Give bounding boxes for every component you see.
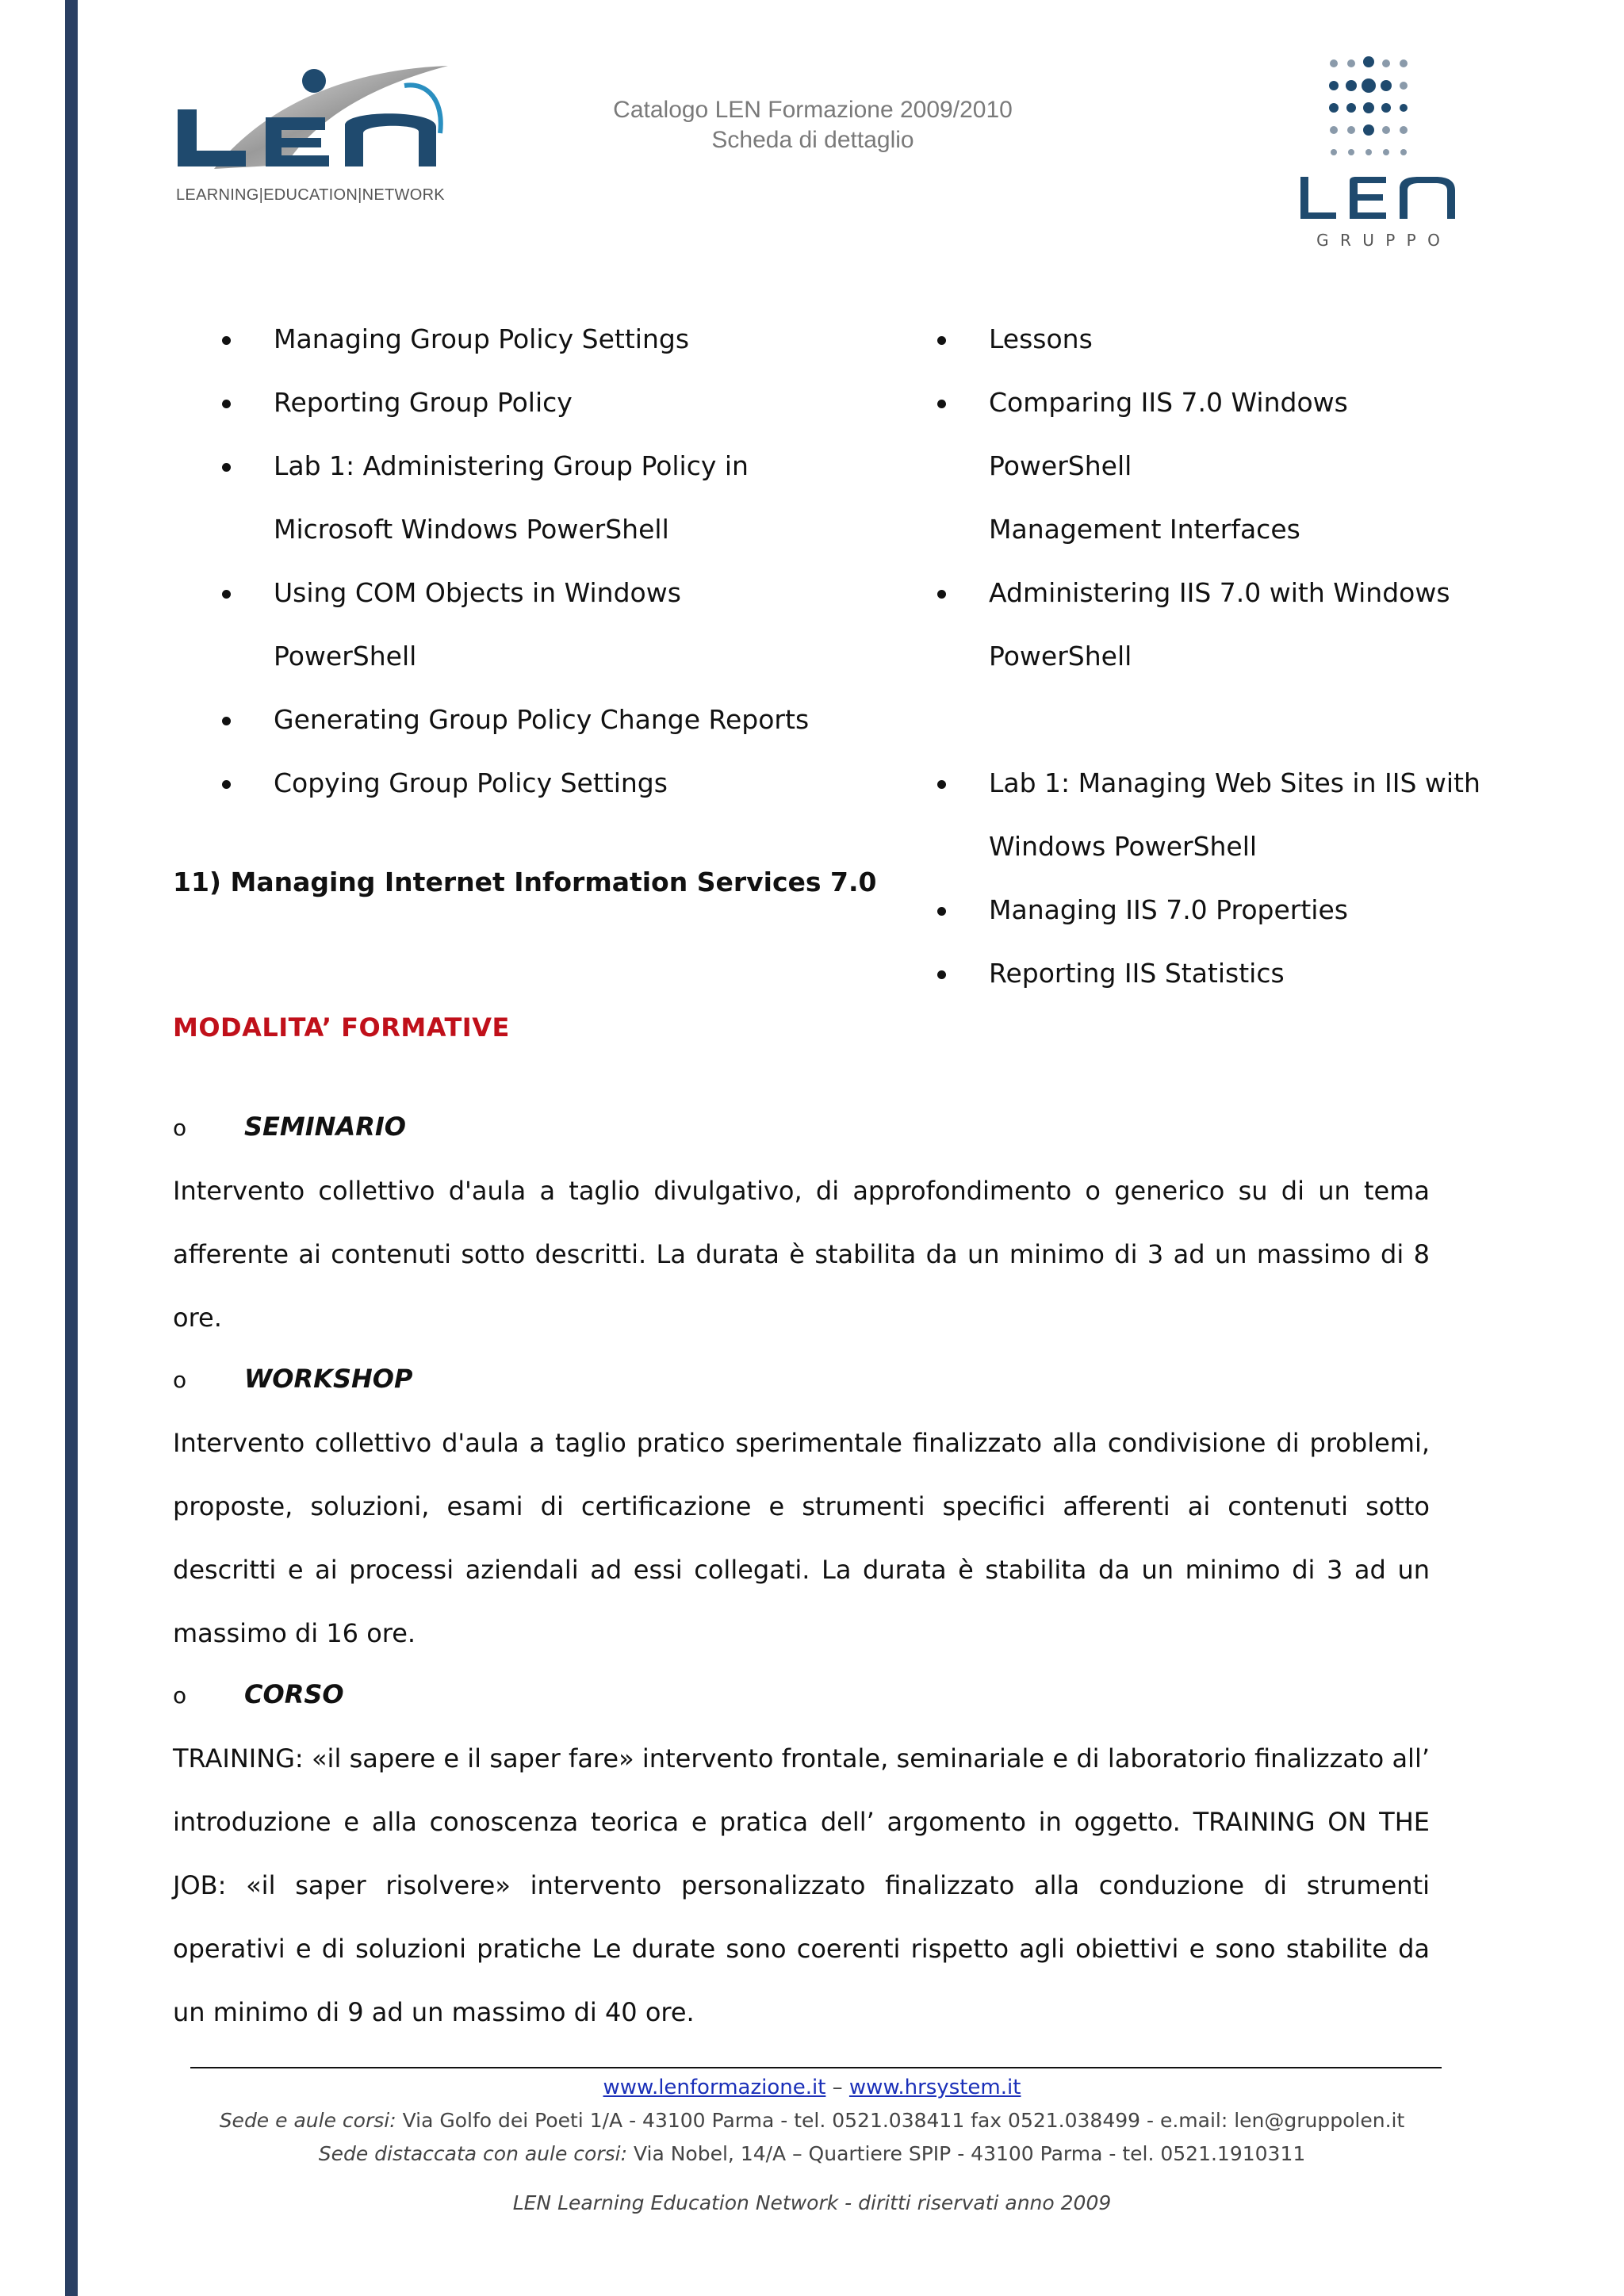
list-item: Using COM Objects in Windows [167,561,841,625]
bullet-icon [222,400,231,408]
left-topic-list [167,308,841,815]
right-topic-list [882,308,1484,1005]
footer-address-label: Sede e aule corsi: [219,2109,396,2132]
list-item-continuation: PowerShell [989,641,1132,672]
list-item: Reporting IIS Statistics [882,942,1484,1005]
list-item: Reporting Group Policy [167,371,841,434]
footer-links [0,2076,1624,2099]
footer-address-secondary [0,2142,1624,2165]
footer-rights: LEN Learning Education Network - diritti riservati anno 2009 [512,2191,1112,2214]
mode-name: WORKSHOP [244,1364,413,1394]
circle-bullet-icon: o [173,1682,187,1709]
bullet-icon [222,463,231,472]
page-left-border [65,0,78,2296]
header-title-line1: Catalogo LEN Formazione 2009/2010 [613,97,1013,123]
bullet-icon [222,717,231,725]
mode-description: Intervento collettivo d'aula a taglio pratico sperimentale finalizzato alla condivisione di problemi, proposte, soluzioni, esami di certificazione e strumenti specifici afferenti ai contenuti sotto descritti e ai processi aziendali ad essi collegati. La durata è stabilita da un minimo di 3 ad un massimo di 16 ore. [173,1428,1430,1648]
mode-heading-corso [173,1679,344,1709]
bullet-icon [937,970,946,979]
section-heading: 11) Managing Internet Information Services 7.0 [173,867,877,897]
mode-name: SEMINARIO [244,1112,406,1142]
footer-address2-label: Sede distaccata con aule corsi: [318,2142,628,2165]
bullet-icon [937,907,946,916]
list-item: Lab 1: Administering Group Policy in [167,434,841,498]
bullet-icon [937,780,946,789]
circle-bullet-icon: o [173,1115,187,1141]
dot-grid-icon [1329,56,1408,155]
footer-address-text: Via Golfo dei Poeti 1/A - 43100 Parma - tel. 0521.038411 fax 0521.038499 - e.mail: len@gruppolen.it [396,2109,1405,2132]
footer-divider [190,2067,1442,2068]
list-item-continuation: Management Interfaces [989,514,1300,545]
list-item: Managing IIS 7.0 Properties [882,878,1484,942]
mode-description: TRAINING: «il sapere e il saper fare» intervento frontale, seminariale e di laboratorio finalizzato all’ introduzione e alla conoscenza teorica e pratica dell’ argomento in oggetto. TRAINING ON THE JOB: «il saper risolvere» intervento personalizzato finalizzato alla conduzione di strumenti operativi e di soluzioni pratiche Le durate sono coerenti rispetto agli obiettivi e sono stabilite da un minimo di 9 ad un massimo di 40 ore. [173,1743,1430,2027]
len-gruppo-logo [1293,54,1483,252]
bullet-icon [222,780,231,789]
mode-name: CORSO [244,1679,344,1709]
circle-bullet-icon: o [173,1367,187,1393]
list-item: Generating Group Policy Change Reports [167,688,841,752]
len-logo-graphic [167,62,460,181]
bullet-icon [222,590,231,599]
header-title [508,95,1118,155]
modalita-heading: MODALITA’ FORMATIVE [173,1012,510,1043]
header-title-line2: Scheda di dettaglio [711,127,914,153]
lenformazione-link[interactable]: www.lenformazione.it [603,2076,826,2099]
bullet-icon [937,336,946,345]
hrsystem-link[interactable]: www.hrsystem.it [848,2076,1021,2099]
bullet-icon [937,590,946,599]
list-item-continuation: Microsoft Windows PowerShell [274,514,669,545]
list-item: Managing Group Policy Settings [167,308,841,371]
len-gruppo-logo-graphic [1293,54,1483,252]
list-item: Comparing IIS 7.0 Windows PowerShell [882,371,1484,498]
mode-heading-workshop [173,1364,412,1394]
footer-address2-text: Via Nobel, 14/A – Quartiere SPIP - 43100 Parma - tel. 0521.1910311 [627,2142,1306,2165]
logo-tagline: LEARNING|EDUCATION|NETWORK [176,186,445,204]
list-item: Lessons [882,308,1484,371]
footer-address-main [0,2109,1624,2132]
list-spacer [882,688,1484,752]
list-item: Copying Group Policy Settings [167,752,841,815]
mode-heading-seminario [173,1112,406,1142]
list-item-continuation: Windows PowerShell [989,831,1258,862]
bullet-icon [222,336,231,345]
list-item-continuation: PowerShell [274,641,417,672]
mode-description: Intervento collettivo d'aula a taglio divulgativo, di approfondimento o generico su di un tema afferente ai contenuti sotto descritti. La durata è stabilita da un minimo di 3 ad un massimo di 8 ore. [173,1176,1430,1333]
logo-right-sub: G R U P P O [1316,231,1443,250]
list-item: Administering IIS 7.0 with Windows [882,561,1484,625]
list-item: Lab 1: Managing Web Sites in IIS with [882,752,1484,815]
link-separator: – [832,2076,843,2099]
bullet-icon [937,400,946,408]
